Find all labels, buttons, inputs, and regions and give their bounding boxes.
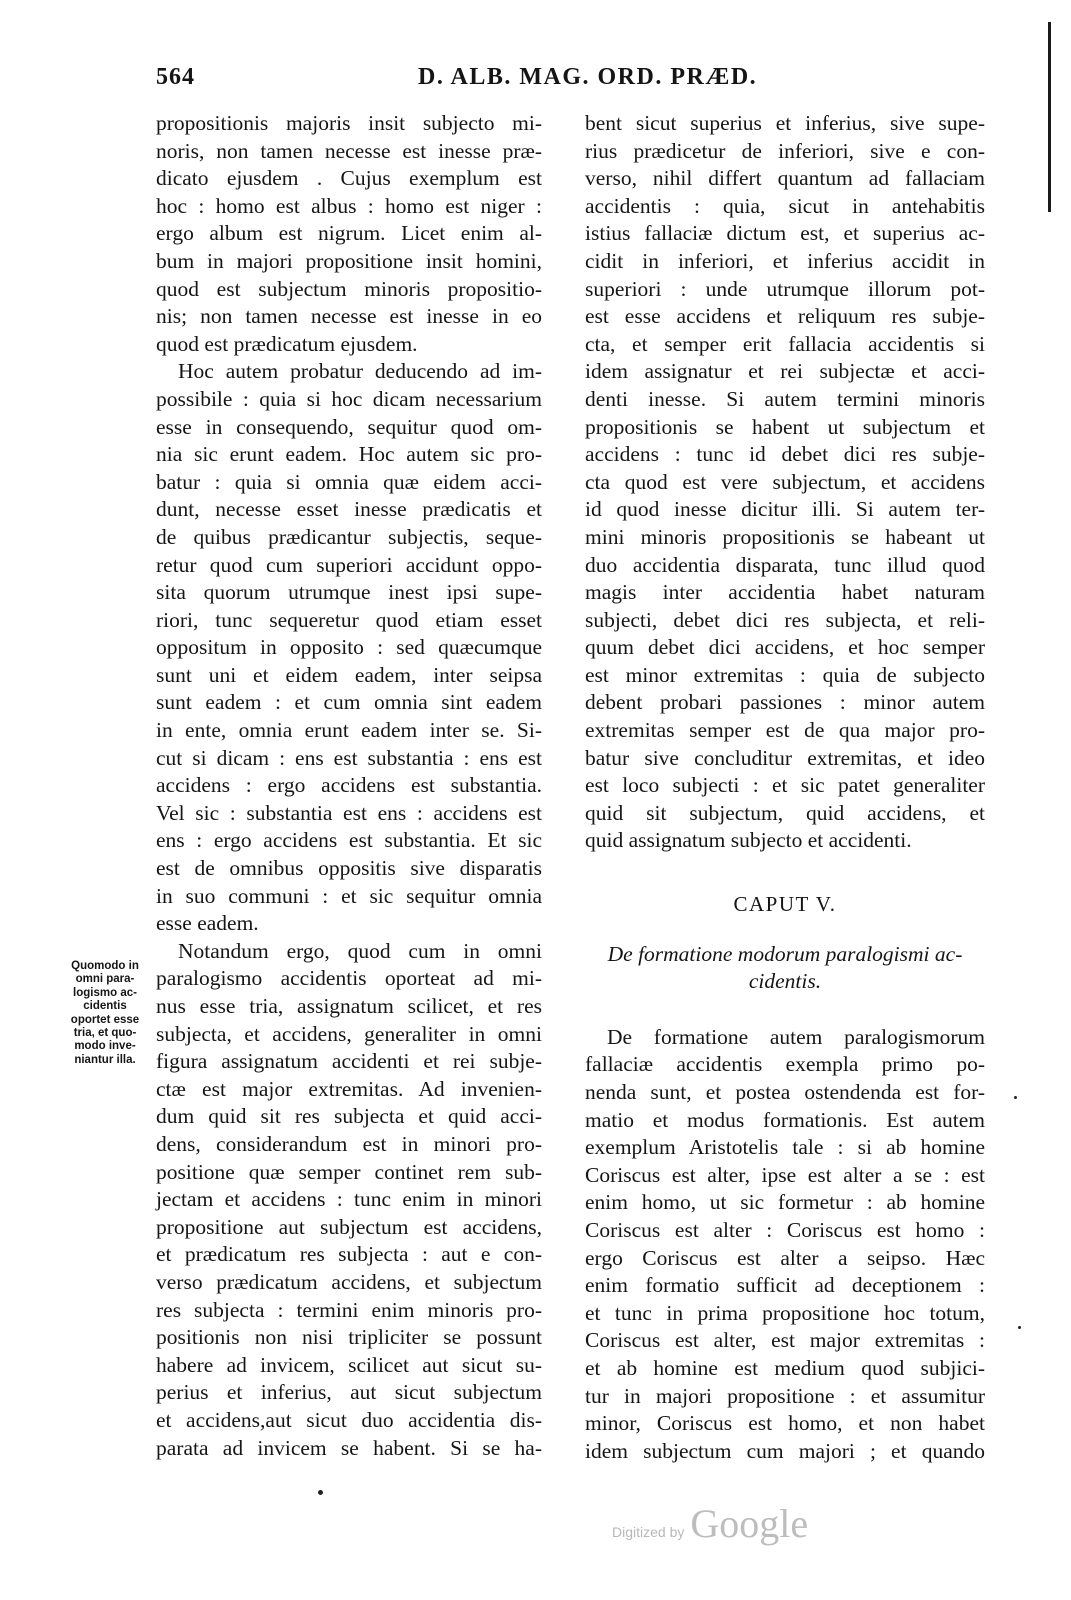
text-line: propositionis se habent ut subjectum et <box>585 414 985 439</box>
text-line: ens : ergo accidens est substantia. Et sic <box>156 828 542 853</box>
text-line: ctæ est major extremitas. Ad invenien- <box>156 1076 542 1101</box>
text-line: extremitas semper est de qua major pro- <box>585 718 985 743</box>
text-line: esse eadem. <box>156 911 259 936</box>
text-line: ergo Coriscus est alter a seipso. Hæc <box>585 1245 985 1270</box>
margin-note-line: oportet esse <box>70 1013 140 1026</box>
text-line: quid assignatum subjecto et accidenti. <box>585 828 912 853</box>
text-line: magis inter accidentia habet naturam <box>585 580 985 605</box>
margin-note-line: tria, et quo- <box>73 1027 137 1040</box>
page-edge-line <box>1048 22 1051 212</box>
text-line: Coriscus est alter, ipse est alter a se : est <box>585 1162 985 1187</box>
text-line: possibile : quia si hoc dicam necessarium <box>156 386 542 411</box>
text-line: jectam et accidens : tunc enim in minori <box>156 1187 542 1212</box>
text-line: enim homo, ut sic formetur : ab homine <box>585 1190 985 1215</box>
text-line: id quod inesse dicitur illi. Si autem ter- <box>585 497 985 522</box>
text-line: nus esse tria, assignatum scilicet, et res <box>156 994 542 1018</box>
text-line: nis; non tamen necesse est inesse in eo <box>156 304 542 329</box>
text-line: perius et inferius, aut sicut subjectum <box>156 1380 542 1405</box>
text-line: minor, Coriscus est homo, et non habet <box>585 1411 985 1436</box>
text-line: matio et modus formationis. Est autem <box>585 1107 985 1132</box>
margin-note-line: niantur illa. <box>74 1053 136 1066</box>
text-line: nia sic erunt eadem. Hoc autem sic pro- <box>156 442 542 467</box>
text-line: est minor extremitas : quia de subjecto <box>585 662 985 687</box>
text-line: verso prædicatum accidens, et subjectum <box>156 1269 542 1294</box>
text-line: Hoc autem probatur deducendo ad im- <box>178 359 542 384</box>
text-line: dicato ejusdem . Cujus exemplum est <box>156 166 542 191</box>
margin-note-line: omni para- <box>75 973 135 986</box>
text-line: subjecti, debet dici res subjecta, et reli- <box>585 607 985 632</box>
text-line: Coriscus est alter : Coriscus est homo : <box>585 1217 985 1242</box>
text-line: ergo album est nigrum. Licet enim al- <box>156 221 542 246</box>
text-line: idem subjectum cum majori ; et quando <box>585 1438 985 1463</box>
text-line: rius prædicetur de inferiori, sive e con- <box>585 138 985 163</box>
text-line: quod est prædicatum ejusdem. <box>156 331 418 356</box>
text-line: mini minoris propositionis se habeant ut <box>585 524 985 549</box>
spacer <box>585 996 985 1024</box>
text-line: Vel sic : substantia est ens : accidens est <box>156 800 542 825</box>
text-line: sunt uni et eidem eadem, inter seipsa <box>156 662 542 687</box>
text-line: positione quæ semper continet rem sub- <box>156 1159 542 1184</box>
text-line: hoc : homo est albus : homo est niger : <box>156 193 542 218</box>
chapter-subtitle: cidentis. <box>748 969 822 994</box>
margin-note-line: Quomodo in <box>71 960 139 972</box>
text-line: cut si dicam : ens est substantia : ens est <box>156 745 542 770</box>
digitized-footer <box>612 1500 808 1547</box>
text-line: paralogismo accidentis oporteat ad mi- <box>156 966 542 991</box>
chapter-subtitle: De formatione modorum paralogismi ac- <box>607 941 963 966</box>
text-line: oppositum in opposito : sed quæcumque <box>156 635 542 660</box>
text-line: est esse accidens et reliquum res subje- <box>585 304 985 329</box>
text-line: quum debet dici accidens, et hoc semper <box>585 635 985 660</box>
text-line: et accidens,aut sicut duo accidentia dis- <box>156 1407 542 1432</box>
text-line: Coriscus est alter, est major extremitas : <box>585 1328 985 1353</box>
text-line: positionis non nisi tripliciter se possunt <box>156 1325 542 1350</box>
text-line: parata ad invicem se habent. Si se ha- <box>156 1435 542 1460</box>
text-line: riori, tunc sequeretur quod etiam esset <box>156 607 542 632</box>
text-line: istius fallaciæ dictum est, et superius ac- <box>585 221 985 246</box>
text-line: accidens : ergo accidens est substantia. <box>156 773 542 798</box>
text-line: batur sive concluditur extremitas, et ideo <box>585 745 985 770</box>
text-line: debent probari passiones : minor autem <box>585 690 985 715</box>
text-line: denti inesse. Si autem termini minoris <box>585 386 985 411</box>
text-line: sita quorum utrumque inest ipsi supe- <box>156 580 542 605</box>
text-line: habere ad invicem, scilicet aut sicut su- <box>156 1352 542 1377</box>
text-line: et tunc in prima propositione hoc totum, <box>585 1300 985 1325</box>
text-line: enim formatio sufficit ad deceptionem : <box>585 1273 985 1298</box>
text-line: dens, considerandum est in minori pro- <box>156 1131 542 1156</box>
text-line: dunt, necesse esset inesse prædicatis et <box>156 497 542 522</box>
ink-dot <box>318 1490 323 1495</box>
text-line: esse in consequendo, sequitur quod om- <box>156 414 542 439</box>
text-line: exemplum Aristotelis tale : si ab homine <box>585 1135 985 1160</box>
text-line: bum in majori propositione insit homini, <box>156 248 542 273</box>
text-line: cidit in inferiori, et inferius accidit in <box>585 248 985 273</box>
digitized-by-label: Digitized by <box>612 1524 685 1540</box>
spacer <box>585 855 985 891</box>
text-line: idem assignatur et rei subjectæ et acci- <box>585 359 985 384</box>
left-column <box>156 110 542 1462</box>
text-line: dum quid sit res subjecta et quid acci- <box>156 1104 542 1129</box>
chapter-title: CAPUT V. <box>733 892 837 917</box>
text-line: in suo communi : et sic sequitur omnia <box>156 883 542 908</box>
google-wordmark: Google <box>690 1501 809 1546</box>
text-line: est loco subjecti : et sic patet generaliter <box>585 773 985 798</box>
text-line: de quibus prædicantur subjectis, seque- <box>156 524 542 549</box>
running-head: D. ALB. MAG. ORD. PRÆD. <box>418 64 758 90</box>
text-line: duo accidentia disparata, tunc illud quod <box>585 552 985 577</box>
text-line: tur in majori propositione : et assumitur <box>585 1383 985 1408</box>
text-line: retur quod cum superiori accidunt oppo- <box>156 552 542 577</box>
text-line: cta quod est vere subjectum, et accidens <box>585 469 985 494</box>
margin-note-line: logismo ac- <box>73 986 137 999</box>
text-line: cta, et semper erit fallacia accidentis si <box>585 331 985 356</box>
text-line: De formatione autem paralogismorum <box>607 1024 985 1049</box>
text-line: figura assignatum accidenti et rei subje- <box>156 1049 542 1074</box>
margin-note-line: modo inve- <box>74 1040 136 1053</box>
text-line: propositione aut subjectum est accidens, <box>156 1214 542 1239</box>
right-column <box>585 110 985 1465</box>
text-line: nenda sunt, et postea ostendenda est for- <box>585 1080 985 1104</box>
margin-note-line: cidentis <box>83 1000 127 1013</box>
ink-dot <box>1018 1326 1021 1329</box>
text-line: verso, nihil differt quantum ad fallaciam <box>585 166 985 191</box>
text-line: et ab homine est medium quod subjici- <box>585 1355 985 1380</box>
text-line: accidentis : quia, sicut in antehabitis <box>585 193 985 218</box>
text-line: sunt eadem : et cum omnia sint eadem <box>156 690 542 715</box>
text-line: quid sit subjectum, quid accidens, et <box>585 800 985 825</box>
text-line: bent sicut superius et inferius, sive supe- <box>585 111 985 135</box>
text-line: Notandum ergo, quod cum in omni <box>178 938 542 963</box>
text-line: batur : quia si omnia quæ eidem acci- <box>156 469 542 494</box>
text-line: res subjecta : termini enim minoris pro- <box>156 1297 542 1322</box>
text-line: accidens : tunc id debet dici res subje- <box>585 442 985 467</box>
spacer <box>585 919 985 941</box>
margin-note <box>57 960 153 1067</box>
text-line: noris, non tamen necesse est inesse præ- <box>156 138 542 163</box>
text-line: superiori : unde utrumque illorum pot- <box>585 276 985 301</box>
text-line: est de omnibus oppositis sive disparatis <box>156 856 542 881</box>
text-line: quod est subjectum minoris propositio- <box>156 276 542 301</box>
ink-dot <box>1014 1096 1017 1099</box>
text-line: in ente, omnia erunt eadem inter se. Si- <box>156 718 542 743</box>
text-line: subjecta, et accidens, generaliter in omni <box>156 1021 542 1046</box>
text-line: propositionis majoris insit subjecto mi- <box>156 111 542 135</box>
page-number: 564 <box>156 64 195 90</box>
text-line: et prædicatum res subjecta : aut e con- <box>156 1242 542 1267</box>
text-line: fallaciæ accidentis exempla primo po- <box>585 1052 985 1077</box>
